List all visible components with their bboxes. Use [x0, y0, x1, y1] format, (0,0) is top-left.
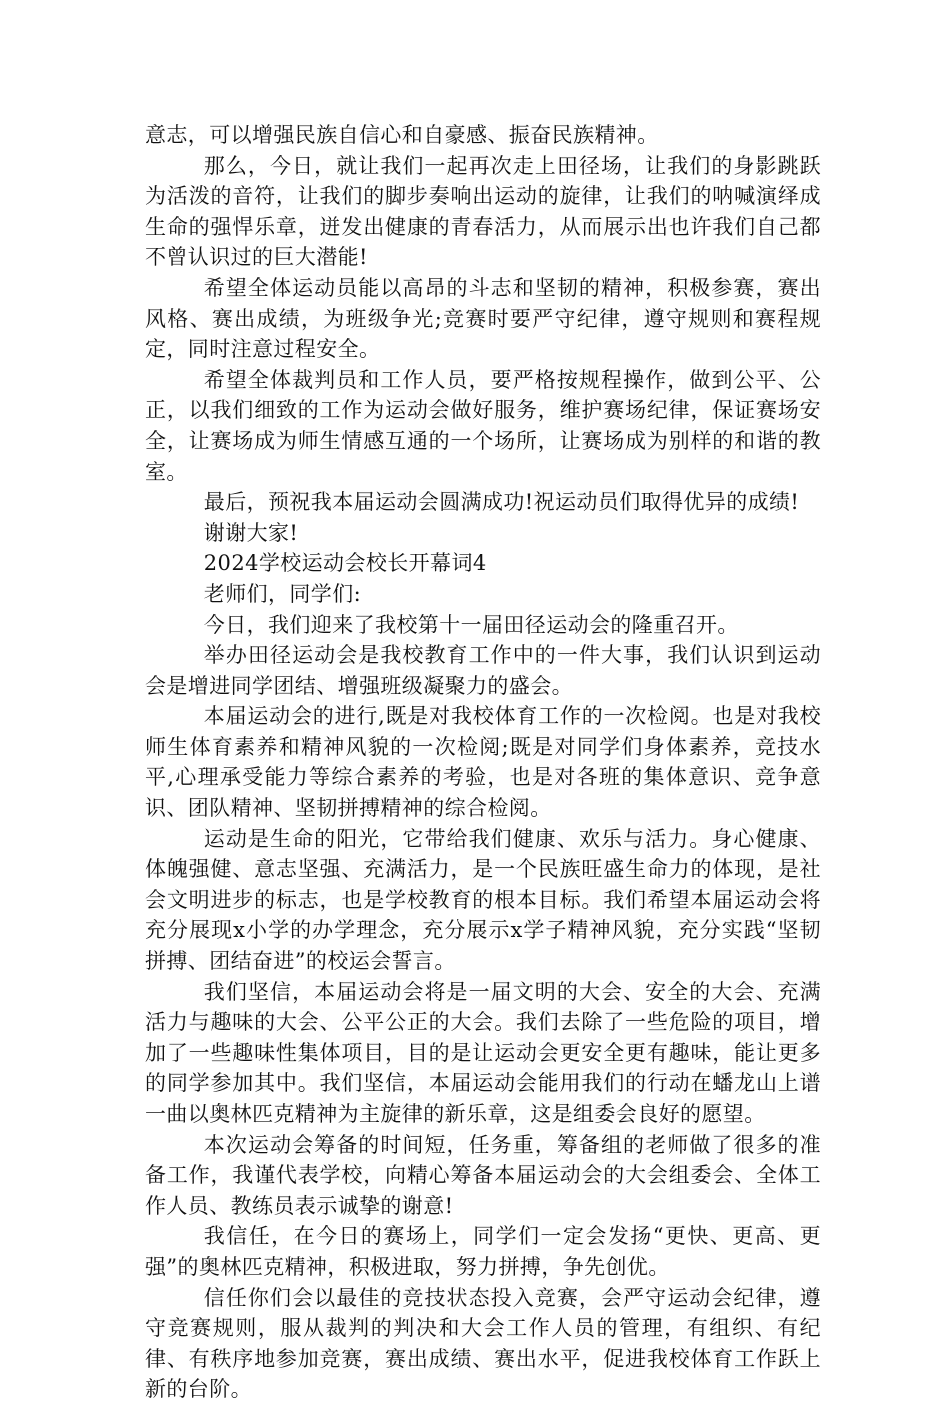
paragraph: 最后，预祝我本届运动会圆满成功!祝运动员们取得优异的成绩!: [203, 490, 800, 515]
closing-thanks: 谢谢大家!: [203, 520, 299, 545]
paragraph: 希望全体运动员能以高昂的斗志和坚韧的精神，积极参赛，赛出风格、赛出成绩，为班级争光;竞赛时要严守纪律，遵守规则和赛程规定，同时注意过程安全。: [145, 275, 821, 362]
paragraph: 今日，我们迎来了我校第十一届田径运动会的隆重召开。: [203, 612, 739, 637]
salutation: 老师们，同学们:: [203, 581, 362, 606]
paragraph: 我信任，在今日的赛场上，同学们一定会发扬“更快、更高、更强”的奥林匹克精神，积极进取，努力拼搏，争先创优。: [145, 1224, 821, 1279]
paragraph: 希望全体裁判员和工作人员，要严格按规程操作，做到公平、公正，以我们细致的工作为运动会做好服务，维护赛场纪律，保证赛场安全，让赛场成为师生情感互通的一个场所，让赛场成为别样的和谐的教室。: [145, 367, 821, 484]
paragraph-continuation: 意志，可以增强民族自信心和自豪感、振奋民族精神。: [145, 123, 659, 147]
paragraph: 信任你们会以最佳的竞技状态投入竞赛，会严守运动会纪律，遵守竞赛规则，服从裁判的判决和大会工作人员的管理，有组织、有纪律、有秩序地参加竞赛，赛出成绩、赛出水平，促进我校体育工作跃上新的台阶。: [145, 1285, 821, 1402]
paragraph: 运动是生命的阳光，它带给我们健康、欢乐与活力。身心健康、体魄强健、意志坚强、充满活力，是一个民族旺盛生命力的体现，是社会文明进步的标志，也是学校教育的根本目标。我们希望本届运动会将充分展现x小学的办学理念，充分展示x学子精神风貌，充分实践“坚韧拼搏、团结奋进”的校运会誓言。: [145, 826, 821, 974]
paragraph: 那么，今日，就让我们一起再次走上田径场，让我们的身影跳跃为活泼的音符，让我们的脚步奏响出运动的旋律，让我们的呐喊演绎成生命的强悍乐章，迸发出健康的青春活力，从而展示出也许我们自己都不曾认识过的巨大潜能!: [145, 153, 821, 270]
paragraph: 本届运动会的进行,既是对我校体育工作的一次检阅。也是对我校师生体育素养和精神风貌的一次检阅;既是对同学们身体素养，竞技水平,心理承受能力等综合素养的考验，也是对各班的集体意识、竞争意识、团队精神、坚韧拼搏精神的综合检阅。: [145, 704, 821, 821]
document-body: [145, 120, 821, 1405]
section-title: 2024学校运动会校长开幕词4: [203, 551, 487, 576]
paragraph: 举办田径运动会是我校教育工作中的一件大事，我们认识到运动会是增进同学团结、增强班级凝聚力的盛会。: [145, 643, 821, 698]
paragraph: 本次运动会筹备的时间短，任务重，筹备组的老师做了很多的准备工作，我谨代表学校，向精心筹备本届运动会的大会组委会、全体工作人员、教练员表示诚挚的谢意!: [145, 1132, 821, 1218]
paragraph: 我们坚信，本届运动会将是一届文明的大会、安全的大会、充满活力与趣味的大会、公平公正的大会。我们去除了一些危险的项目，增加了一些趣味性集体项目，目的是让运动会更安全更有趣味，能让更多的同学参加其中。我们坚信，本届运动会能用我们的行动在蟠龙山上谱一曲以奥林匹克精神为主旋律的新乐章，这是组委会良好的愿望。: [145, 979, 821, 1126]
